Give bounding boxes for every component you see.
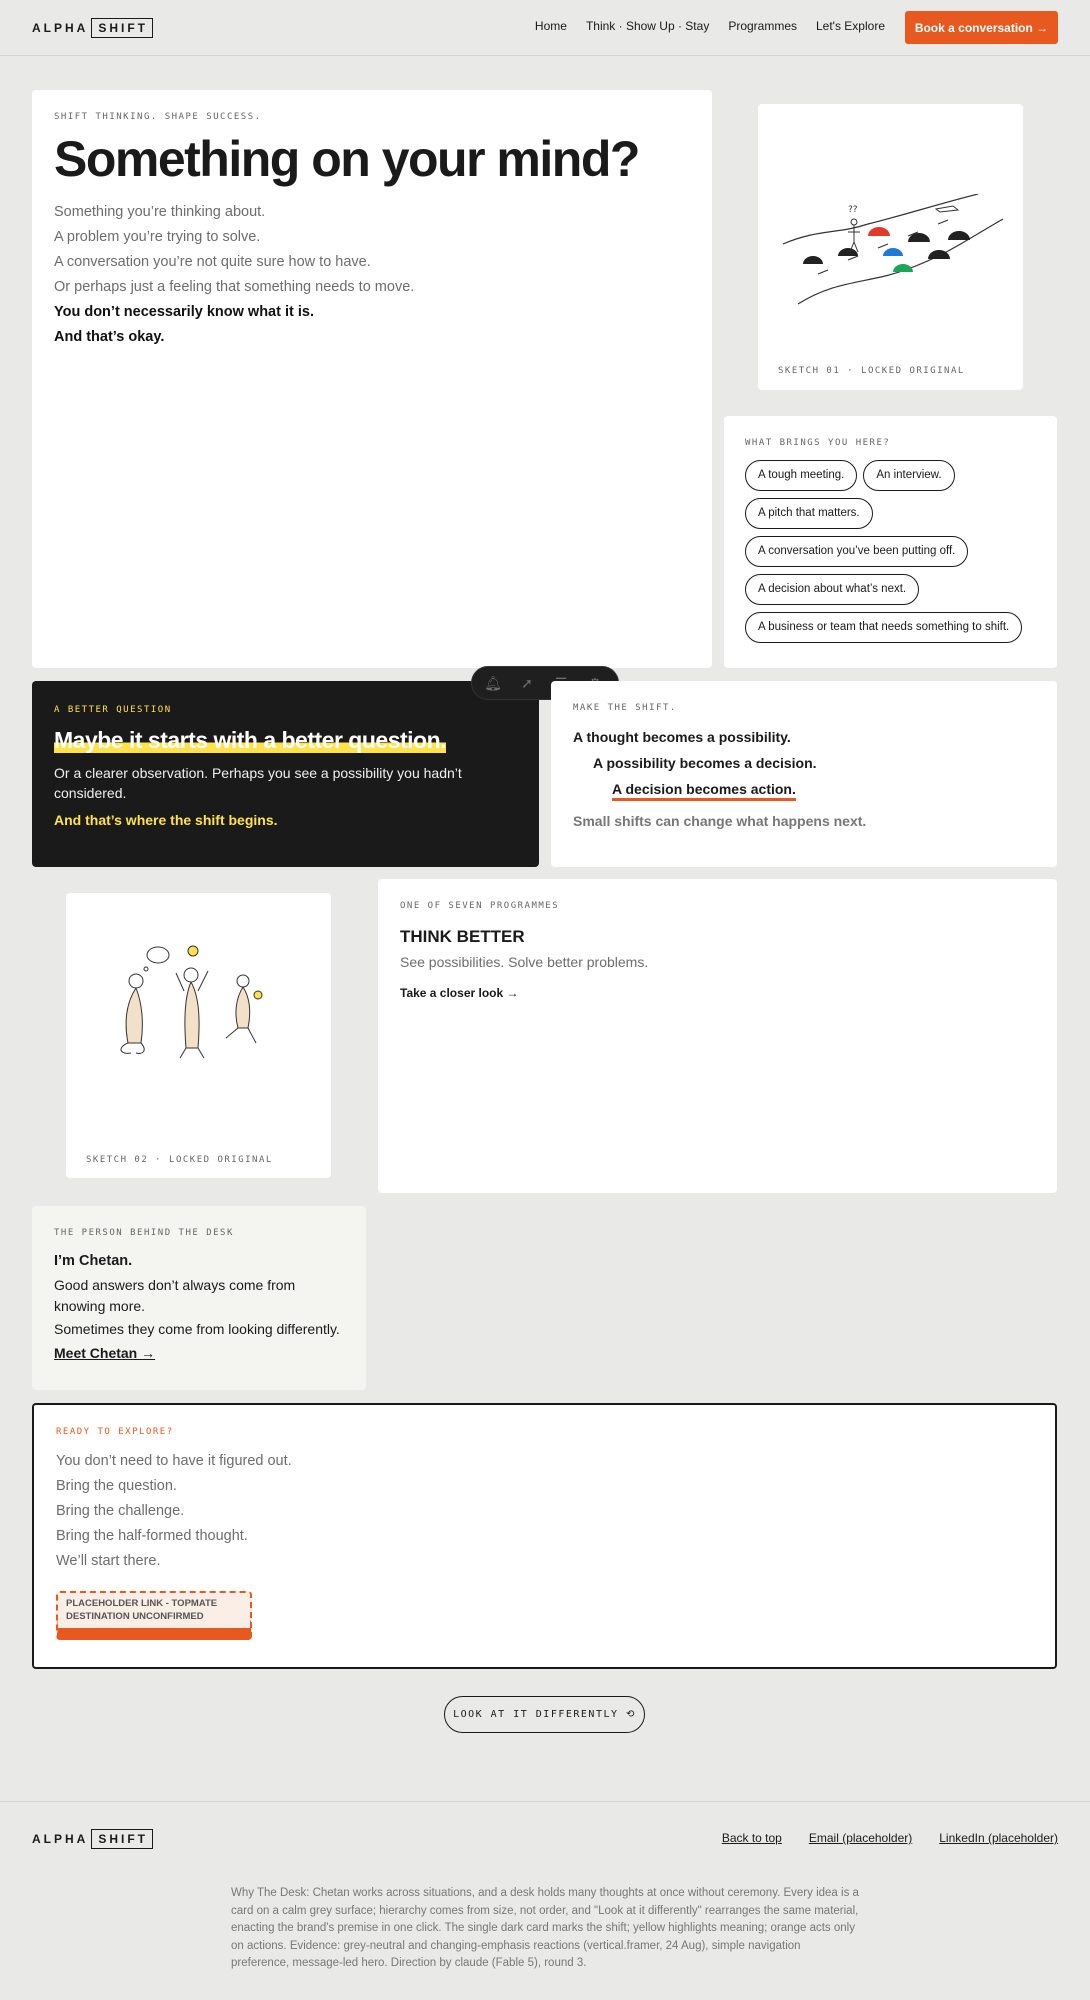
ready-line: Bring the half-formed thought.	[56, 1528, 248, 1544]
nav-home[interactable]: Home	[534, 19, 567, 33]
placeholder-link[interactable]: PLACEHOLDER LINK - TOPMATE DESTINATION UNCONFIRMED	[56, 1591, 252, 1640]
ready-line: You don’t need to have it figured out.	[56, 1453, 292, 1469]
person-line-1: Good answers don’t always come from knowing more.	[54, 1277, 296, 1314]
linkedin-link[interactable]: LinkedIn (placeholder)	[939, 1831, 1058, 1845]
footer-divider	[0, 1801, 1090, 1802]
logo[interactable]	[32, 18, 153, 38]
programme-label: ONE OF SEVEN PROGRAMMES	[400, 901, 560, 911]
hero-bold-line: And that’s okay.	[54, 329, 165, 345]
person-line-2: Sometimes they come from looking differently.	[54, 1321, 340, 1337]
question-title: Maybe it starts with a better question.	[54, 727, 447, 753]
logo-alpha: ALPHA	[32, 21, 89, 35]
ready-line: Bring the question.	[56, 1478, 177, 1494]
chip-decision[interactable]: A decision about what’s next.	[745, 574, 919, 605]
svg-text:??: ??	[848, 205, 858, 215]
programme-link[interactable]: Take a closer look →	[400, 986, 519, 1000]
person-name: I’m Chetan.	[54, 1253, 133, 1269]
hero-line: Something you’re thinking about.	[54, 204, 266, 220]
hero-line: Or perhaps just a feeling that something needs to move.	[54, 279, 415, 295]
footer-logo-alpha: ALPHA	[32, 1832, 89, 1846]
hero-bold-line: You don’t necessarily know what it is.	[54, 304, 314, 320]
brings-card	[724, 416, 1057, 668]
footer-logo[interactable]	[32, 1829, 153, 1849]
cursor-icon[interactable]: ➚	[521, 674, 533, 691]
ready-line: We’ll start there.	[56, 1553, 161, 1569]
nav-programmes[interactable]: Programmes	[728, 19, 797, 33]
chip-conversation[interactable]: A conversation you’ve been putting off.	[745, 536, 968, 567]
nav-explore[interactable]: Let's Explore	[816, 19, 885, 33]
hero-line: A problem you’re trying to solve.	[54, 229, 261, 245]
brings-label: WHAT BRINGS YOU HERE?	[745, 438, 891, 448]
programme-title: THINK BETTER	[400, 927, 525, 946]
hero-card	[32, 90, 712, 668]
question-body: Or a clearer observation. Perhaps you see a possibility you hadn’t considered.	[54, 765, 462, 801]
person-card	[32, 1206, 366, 1390]
programme-subtitle: See possibilities. Solve better problems.	[400, 954, 649, 970]
programme-card	[378, 879, 1057, 1193]
better-question-card	[32, 681, 539, 867]
site-header	[0, 0, 1090, 56]
chip-tough-meeting[interactable]: A tough meeting.	[745, 460, 857, 491]
chip-business[interactable]: A business or team that needs something to shift.	[745, 612, 1022, 643]
shift-label: MAKE THE SHIFT.	[573, 703, 677, 713]
hero-line: A conversation you’re not quite sure how to have.	[54, 254, 371, 270]
meet-chetan-link[interactable]: Meet Chetan →	[54, 1345, 156, 1361]
chip-interview[interactable]: An interview.	[863, 460, 954, 491]
sketch-card-1	[758, 104, 1023, 390]
logo-shift: SHIFT	[91, 18, 153, 38]
email-link[interactable]: Email (placeholder)	[808, 1831, 913, 1845]
shift-footnote: Small shifts can change what happens next.	[573, 813, 867, 829]
footer-links	[722, 1831, 1058, 1845]
chip-pitch[interactable]: A pitch that matters.	[745, 498, 873, 529]
question-emphasis: And that’s where the shift begins.	[54, 812, 278, 828]
question-eyebrow: A BETTER QUESTION	[54, 705, 172, 715]
person-label: THE PERSON BEHIND THE DESK	[54, 1228, 234, 1238]
book-conversation-button[interactable]: Book a conversation →	[905, 11, 1058, 44]
main-nav	[535, 19, 885, 33]
three-figures-sketch-illustration	[116, 943, 286, 1068]
ready-line: Bring the challenge.	[56, 1503, 185, 1519]
hero-lines	[54, 200, 690, 350]
ready-label: READY TO EXPLORE?	[56, 1427, 174, 1437]
sketch-card-2	[66, 893, 331, 1178]
back-to-top-link[interactable]: Back to top	[721, 1831, 782, 1845]
ready-card	[32, 1403, 1057, 1669]
sketch-2-caption: SKETCH 02 · LOCKED ORIGINAL	[86, 1155, 273, 1165]
bell-icon[interactable]: 🔔︎	[484, 674, 502, 691]
hero-title: Something on your mind?	[54, 131, 639, 187]
sketch-1-caption: SKETCH 01 · LOCKED ORIGINAL	[778, 366, 965, 376]
ready-lines	[56, 1449, 1033, 1574]
brings-chips	[745, 460, 1045, 643]
shift-line-1: A thought becomes a possibility.	[573, 729, 791, 745]
footer-logo-shift: SHIFT	[91, 1829, 153, 1849]
footer-why-text: Why The Desk: Chetan works across situations, and a desk holds many thoughts at once without ceremony. Every idea is a card on a calm grey surface; hierarchy comes from size, not order, and "Look at it differently" rearranges the same material, enacting the brand's premise in one click. The single dark card marks the shift; yellow highlights meaning; orange acts only on actions. Evidence: grey-neutral and changing-emphasis reactions (vertical.framer, 24 Aug), simple navigation preference, message-led hero. Direction by claude (Fable 5), round 3.	[231, 1887, 859, 1969]
hero-eyebrow: SHIFT THINKING. SHAPE SUCCESS.	[54, 112, 262, 122]
shift-line-3: A decision becomes action.	[612, 781, 796, 801]
look-differently-button[interactable]: LOOK AT IT DIFFERENTLY ⟲	[444, 1696, 645, 1733]
road-sketch-illustration	[778, 194, 1008, 314]
nav-think[interactable]: Think · Show Up · Stay	[585, 19, 710, 33]
shift-line-2: A possibility becomes a decision.	[593, 755, 817, 771]
make-shift-card	[551, 681, 1057, 867]
